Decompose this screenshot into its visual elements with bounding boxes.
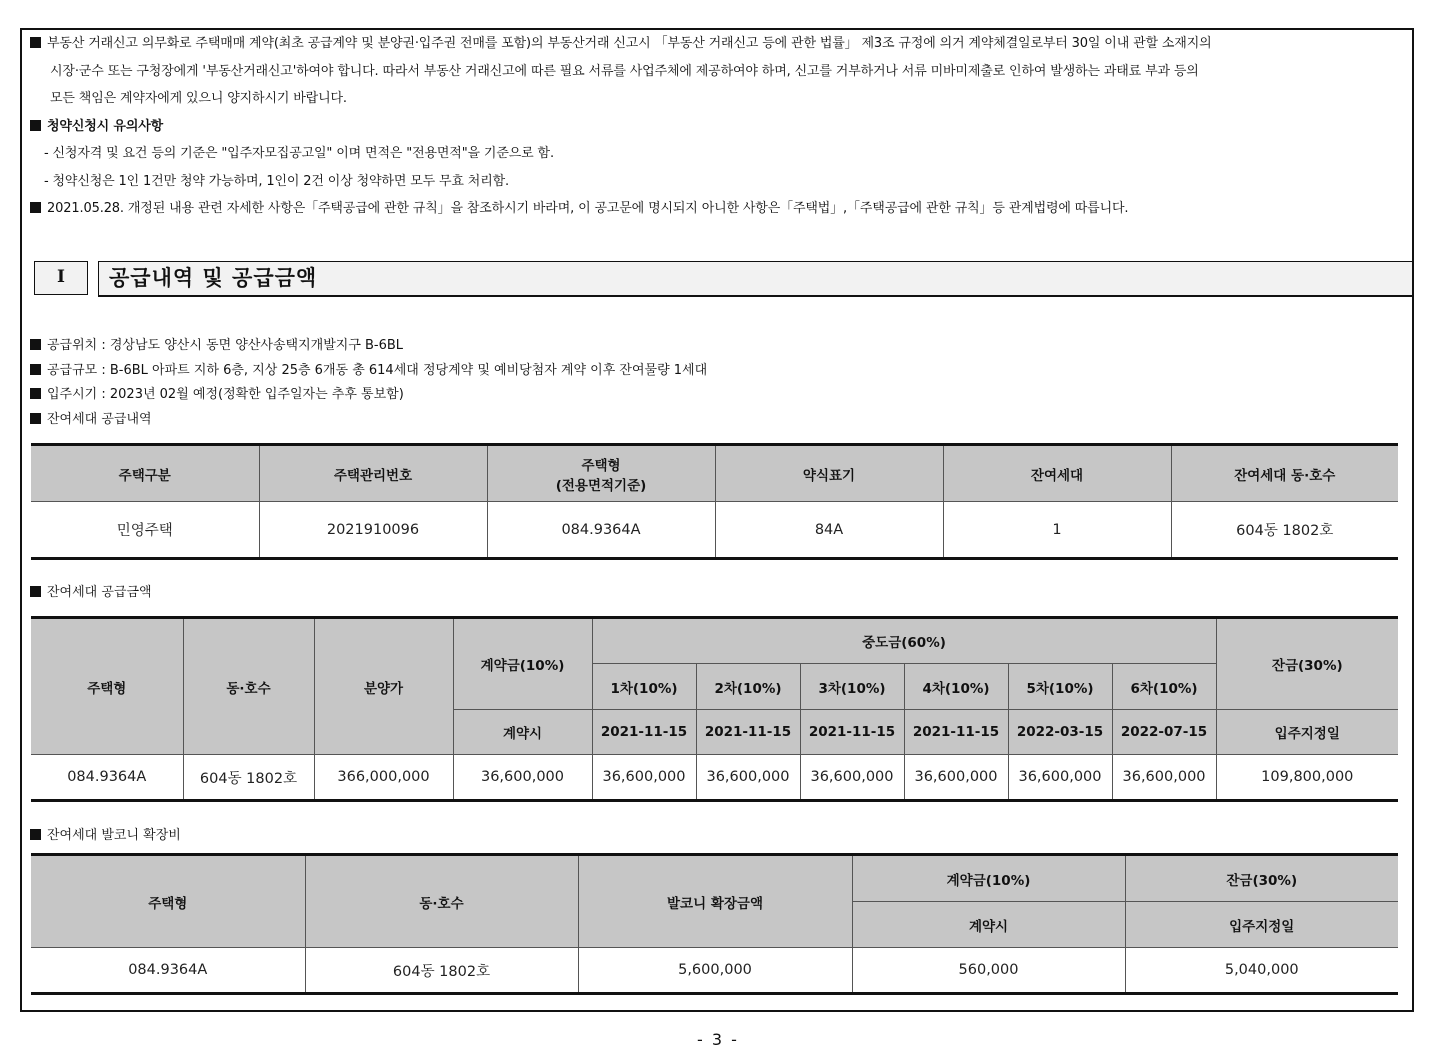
col-header: 3차(10%) [800, 664, 904, 710]
table-cell: 36,600,000 [696, 755, 800, 801]
col-header: 계약시 [852, 902, 1125, 948]
col-header: 주택형 [31, 618, 183, 755]
square-bullet-icon [30, 829, 41, 840]
notice-item: - 신청자격 및 요건 등의 기준은 "입주자모집공고일" 이며 면적은 "전용면적"을 기준으로 함. [44, 146, 554, 161]
col-header: 주택구분 [31, 445, 259, 502]
table-row [31, 502, 1398, 559]
table-cell: 560,000 [852, 948, 1125, 994]
table-header-row [31, 445, 1398, 502]
info-scale: 공급규모 : B-6BL 아파트 지하 6층, 지상 25층 6개동 총 614세대 정당계약 및 예비당첨자 계약 이후 잔여물량 1세대 [30, 359, 1410, 384]
table2-caption: 잔여세대 공급금액 [30, 581, 1410, 606]
col-header: 2021-11-15 [696, 710, 800, 755]
table-cell: 36,600,000 [1112, 755, 1216, 801]
notice-line: 부동산 거래신고 의무화로 주택매매 계약(최초 공급계약 및 분양권·입주권 전매를 포함)의 부동산거래 신고시 「부동산 거래신고 등에 관한 법률」 제3조 규정에 의거 계약체결일로부터 30일 이내 관할 소재지의 [30, 30, 1410, 58]
col-header: 약식표기 [715, 445, 943, 502]
col-header: 2차(10%) [696, 664, 800, 710]
table-cell: 36,600,000 [1008, 755, 1112, 801]
col-header: 잔여세대 [943, 445, 1171, 502]
col-header: 2021-11-15 [904, 710, 1008, 755]
notice-line: 시장·군수 또는 구청장에게 '부동산거래신고'하여야 합니다. 따라서 부동산 거래신고에 따른 필요 서류를 사업주체에 제공하여야 하며, 신고를 거부하거나 서류 미바미제출로 인하여 발생하는 과태료 부과 등의 [50, 63, 1199, 79]
col-header: 동·호수 [183, 618, 314, 755]
table-cell: 366,000,000 [314, 755, 453, 801]
col-header: 잔금(30%) [1216, 618, 1398, 710]
col-header: 발코니 확장금액 [578, 855, 852, 948]
square-bullet-icon [30, 364, 41, 375]
section-number: I [34, 261, 88, 295]
col-header: 1차(10%) [592, 664, 696, 710]
col-header: 계약금(10%) [453, 618, 592, 710]
table-cell: 36,600,000 [904, 755, 1008, 801]
info-move-in: 입주시기 : 2023년 02월 예정(정확한 입주일자는 추후 통보함) [30, 383, 1410, 408]
col-header: 5차(10%) [1008, 664, 1112, 710]
square-bullet-icon [30, 120, 41, 131]
square-bullet-icon [30, 586, 41, 597]
col-header: 2022-03-15 [1008, 710, 1112, 755]
subheading: 청약신청시 유의사항 [30, 113, 1410, 141]
notice-line: 2021.05.28. 개정된 내용 관련 자세한 사항은「주택공급에 관한 규칙」을 참조하시기 바라며, 이 공고문에 명시되지 아니한 사항은「주택법」,「주택공급에 관한 규칙」등 관계법령에 따릅니다. [30, 195, 1410, 223]
table-cell: 84A [715, 502, 943, 559]
table-cell: 36,600,000 [453, 755, 592, 801]
table-cell: 604동 1802호 [305, 948, 578, 994]
section-title: 공급내역 및 공급금액 [98, 261, 1414, 297]
table-cell: 36,600,000 [800, 755, 904, 801]
col-header: 동·호수 [305, 855, 578, 948]
table-cell: 2021910096 [259, 502, 487, 559]
table-cell: 5,600,000 [578, 948, 852, 994]
col-header: 2021-11-15 [800, 710, 904, 755]
notice-item: - 청약신청은 1인 1건만 청약 가능하며, 1인이 2건 이상 청약하면 모두 무효 처리함. [44, 173, 510, 189]
table-cell: 084.9364A [31, 755, 183, 801]
square-bullet-icon [30, 413, 41, 424]
square-bullet-icon [30, 388, 41, 399]
table-cell: 084.9364A [487, 502, 715, 559]
table-cell: 1 [943, 502, 1171, 559]
col-header: 4차(10%) [904, 664, 1008, 710]
col-header: 주택관리번호 [259, 445, 487, 502]
table-row [31, 948, 1398, 994]
info-location: 공급위치 : 경상남도 양산시 동면 양산사송택지개발지구 B-6BL [30, 334, 1410, 359]
notice-line: 모든 책임은 계약자에게 있으니 양지하시기 바랍니다. [50, 91, 347, 106]
col-header: 2021-11-15 [592, 710, 696, 755]
col-header: 계약시 [453, 710, 592, 755]
table-cell: 민영주택 [31, 502, 259, 559]
table-cell: 084.9364A [31, 948, 305, 994]
col-header: 중도금(60%) [592, 618, 1216, 664]
supply-details-table [31, 443, 1398, 560]
table-cell: 5,040,000 [1125, 948, 1398, 994]
col-header: 분양가 [314, 618, 453, 755]
table1-caption: 잔여세대 공급내역 [30, 408, 1410, 433]
table-cell: 109,800,000 [1216, 755, 1398, 801]
intro-notes [30, 30, 1410, 223]
col-header: 입주지정일 [1125, 902, 1398, 948]
table3-caption: 잔여세대 발코니 확장비 [30, 824, 1410, 849]
col-header: 주택형 [31, 855, 305, 948]
supply-price-table [31, 616, 1398, 802]
square-bullet-icon [30, 202, 41, 213]
col-header: 입주지정일 [1216, 710, 1398, 755]
col-header: 2022-07-15 [1112, 710, 1216, 755]
col-header: 잔여세대 동·호수 [1171, 445, 1398, 502]
table-header-row [31, 855, 1398, 902]
table-header-row [31, 618, 1398, 664]
table-cell: 604동 1802호 [1171, 502, 1398, 559]
supply-info [30, 334, 1410, 432]
table-cell: 36,600,000 [592, 755, 696, 801]
square-bullet-icon [30, 339, 41, 350]
col-header: 6차(10%) [1112, 664, 1216, 710]
balcony-expansion-table [31, 853, 1398, 995]
page-number: - 3 - [697, 1030, 739, 1049]
col-header: 잔금(30%) [1125, 855, 1398, 902]
col-header: 계약금(10%) [852, 855, 1125, 902]
table-cell: 604동 1802호 [183, 755, 314, 801]
square-bullet-icon [30, 37, 41, 48]
table-row [31, 755, 1398, 801]
col-header: 주택형 (전용면적기준) [487, 445, 715, 502]
